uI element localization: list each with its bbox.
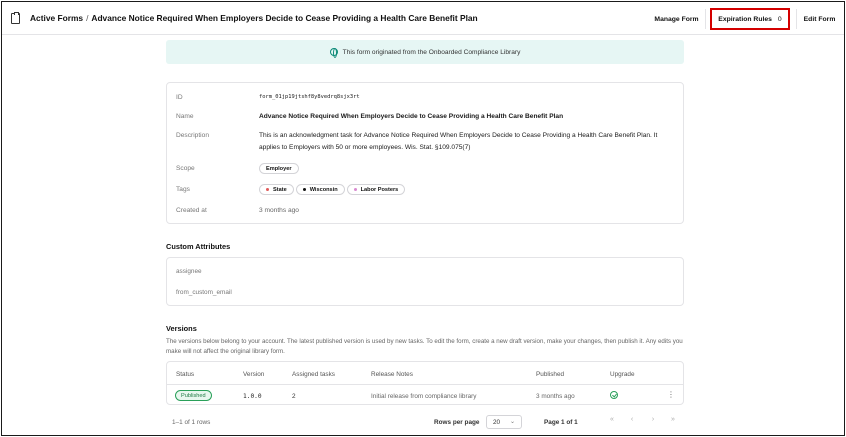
expiration-rules-label: Expiration Rules xyxy=(718,15,772,23)
page-title: Advance Notice Required When Employers Decide to Cease Providing a Health Care Benefit Plan xyxy=(91,13,478,23)
rows-per-page-select[interactable] xyxy=(486,415,522,429)
tag-dot-icon xyxy=(266,188,269,191)
banner-text: This form originated from the Onboarded Compliance Library xyxy=(342,48,521,56)
description-value: This is an acknowledgment task for Advance Notice Required When Employers Decide to Cease Providing a Health Care Benefit Plan. It applies to Employers with 50 or more employees. Wis. Stat. §109.075(7) xyxy=(259,132,658,151)
chevron-down-icon: ⌄ xyxy=(509,419,515,425)
expiration-rules-button[interactable] xyxy=(710,8,790,30)
library-origin-banner xyxy=(166,40,684,64)
name-label: Name xyxy=(176,113,194,120)
column-header-assigned-tasks[interactable]: Assigned tasks xyxy=(292,371,335,378)
custom-attribute-item: from_custom_email xyxy=(176,289,232,296)
column-header-status[interactable]: Status xyxy=(176,371,195,378)
tag-dot-icon xyxy=(354,188,357,191)
description-label: Description xyxy=(176,132,209,139)
column-header-release-notes[interactable]: Release Notes xyxy=(371,371,413,378)
last-page-button[interactable]: » xyxy=(671,416,675,423)
page-header xyxy=(2,2,844,35)
status-badge: Published xyxy=(175,390,212,401)
scope-pill: Employer xyxy=(259,163,299,174)
tag-wisconsin xyxy=(296,184,345,195)
first-page-button[interactable]: « xyxy=(610,416,614,423)
tag-label: Labor Posters xyxy=(360,186,399,193)
breadcrumb-active-forms[interactable]: Active Forms xyxy=(30,13,84,23)
column-header-published[interactable]: Published xyxy=(536,371,565,378)
form-details-card xyxy=(166,82,684,224)
tag-dot-icon xyxy=(303,188,306,191)
column-header-upgrade[interactable]: Upgrade xyxy=(610,371,635,378)
manage-form-button[interactable] xyxy=(648,9,706,29)
previous-page-button[interactable]: ‹ xyxy=(630,416,634,423)
release-notes-cell: Initial release from compliance library xyxy=(371,393,477,400)
tags-label: Tags xyxy=(176,186,190,193)
published-cell: 3 months ago xyxy=(536,393,575,400)
id-value: form_01jp19jtshf8y8vedrq8sjx3rt xyxy=(259,94,360,100)
tag-state xyxy=(259,184,294,195)
breadcrumb-separator: / xyxy=(86,13,89,23)
app-frame xyxy=(1,1,845,436)
tag-label: Wisconsin xyxy=(309,186,338,193)
table-divider xyxy=(167,384,683,385)
next-page-button[interactable]: › xyxy=(651,416,655,423)
assigned-tasks-cell: 2 xyxy=(292,393,296,400)
custom-attributes-card xyxy=(166,257,684,306)
more-options-icon[interactable]: ⋮ xyxy=(667,390,675,399)
check-circle-icon[interactable] xyxy=(610,391,618,399)
custom-attributes-title: Custom Attributes xyxy=(166,242,231,251)
versions-table xyxy=(166,361,684,405)
rows-per-page-label: Rows per page xyxy=(434,419,480,426)
globe-icon xyxy=(330,48,338,56)
expiration-rules-count: 0 xyxy=(777,15,782,23)
manage-form-label: Manage Form xyxy=(654,15,699,23)
version-cell[interactable]: 1.0.0 xyxy=(243,393,262,400)
versions-title: Versions xyxy=(166,324,197,333)
created-label: Created at xyxy=(176,207,207,214)
document-icon xyxy=(11,13,20,24)
scope-label: Scope xyxy=(176,165,195,172)
tag-labor-posters xyxy=(347,184,406,195)
scope-value xyxy=(259,163,301,174)
rows-info: 1–1 of 1 rows xyxy=(172,419,211,426)
rows-per-page-value: 20 xyxy=(493,418,501,426)
tag-label: State xyxy=(273,186,287,193)
breadcrumb xyxy=(30,13,478,23)
created-value: 3 months ago xyxy=(259,207,299,214)
name-value: Advance Notice Required When Employers Decide to Cease Providing a Health Care Benefit Plan xyxy=(259,113,564,120)
column-header-version[interactable]: Version xyxy=(243,371,265,378)
page-info: Page 1 of 1 xyxy=(544,419,578,426)
edit-form-button[interactable] xyxy=(796,9,842,29)
tags-list xyxy=(259,184,407,195)
versions-description: The versions below belong to your account. The latest published version is used by new tasks. To edit the form, create a new draft version, make your changes, then publish it. Any edits you make will not affect the original library form. xyxy=(166,338,683,355)
custom-attribute-item: assignee xyxy=(176,268,202,275)
edit-form-label: Edit Form xyxy=(803,15,836,23)
id-label: ID xyxy=(176,94,183,101)
